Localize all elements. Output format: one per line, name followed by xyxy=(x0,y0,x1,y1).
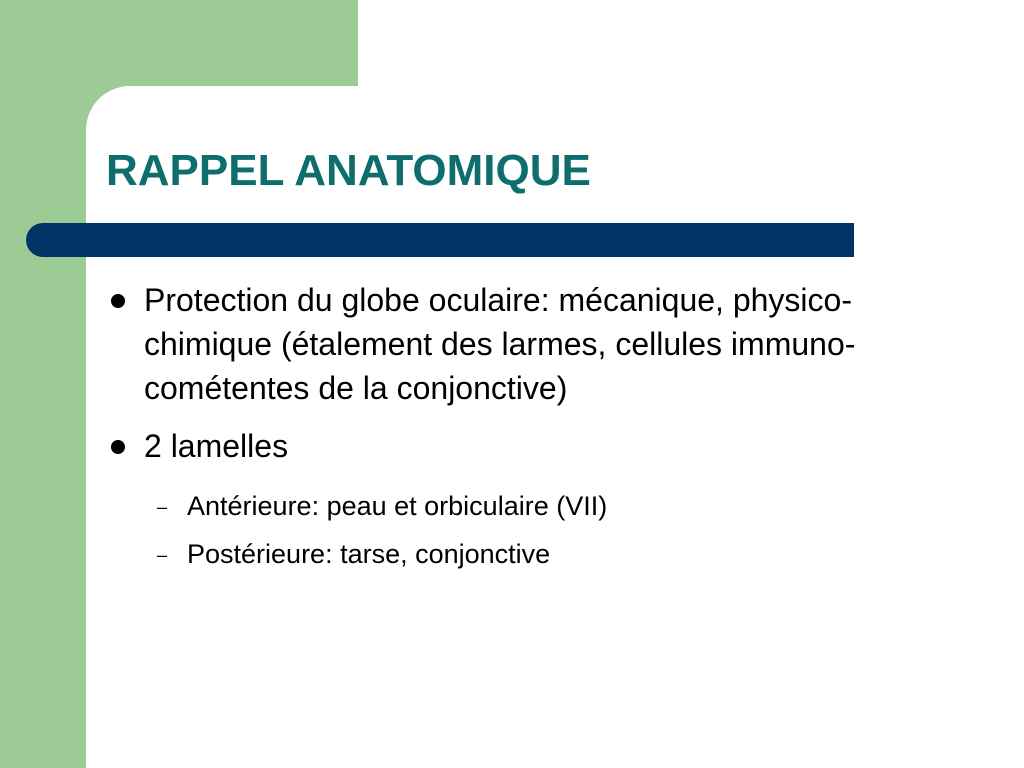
bullet-text: 2 lamelles xyxy=(144,428,289,464)
bullet-text: Protection du globe oculaire: mécanique, physico-chimique (étalement des larmes, cellules immuno-cométentes de la conjonctive) xyxy=(144,282,856,406)
sub-item-posterieure xyxy=(105,530,905,578)
slide-body xyxy=(105,278,905,578)
slide-title: RAPPEL ANATOMIQUE xyxy=(106,146,591,195)
title-underline-bar xyxy=(26,223,854,257)
sub-item-text: Antérieure: peau et orbiculaire (VII) xyxy=(187,491,608,521)
sub-bullet-list xyxy=(105,482,905,578)
dash-icon: – xyxy=(157,545,168,565)
bullet-dot-icon xyxy=(111,294,125,308)
bullet-item-lamelles xyxy=(105,424,905,468)
bullet-item-protection xyxy=(105,278,905,410)
sub-item-text: Postérieure: tarse, conjonctive xyxy=(187,539,551,569)
sub-item-anterieure xyxy=(105,482,905,530)
dash-icon: – xyxy=(157,497,168,517)
bullet-dot-icon xyxy=(111,440,125,454)
